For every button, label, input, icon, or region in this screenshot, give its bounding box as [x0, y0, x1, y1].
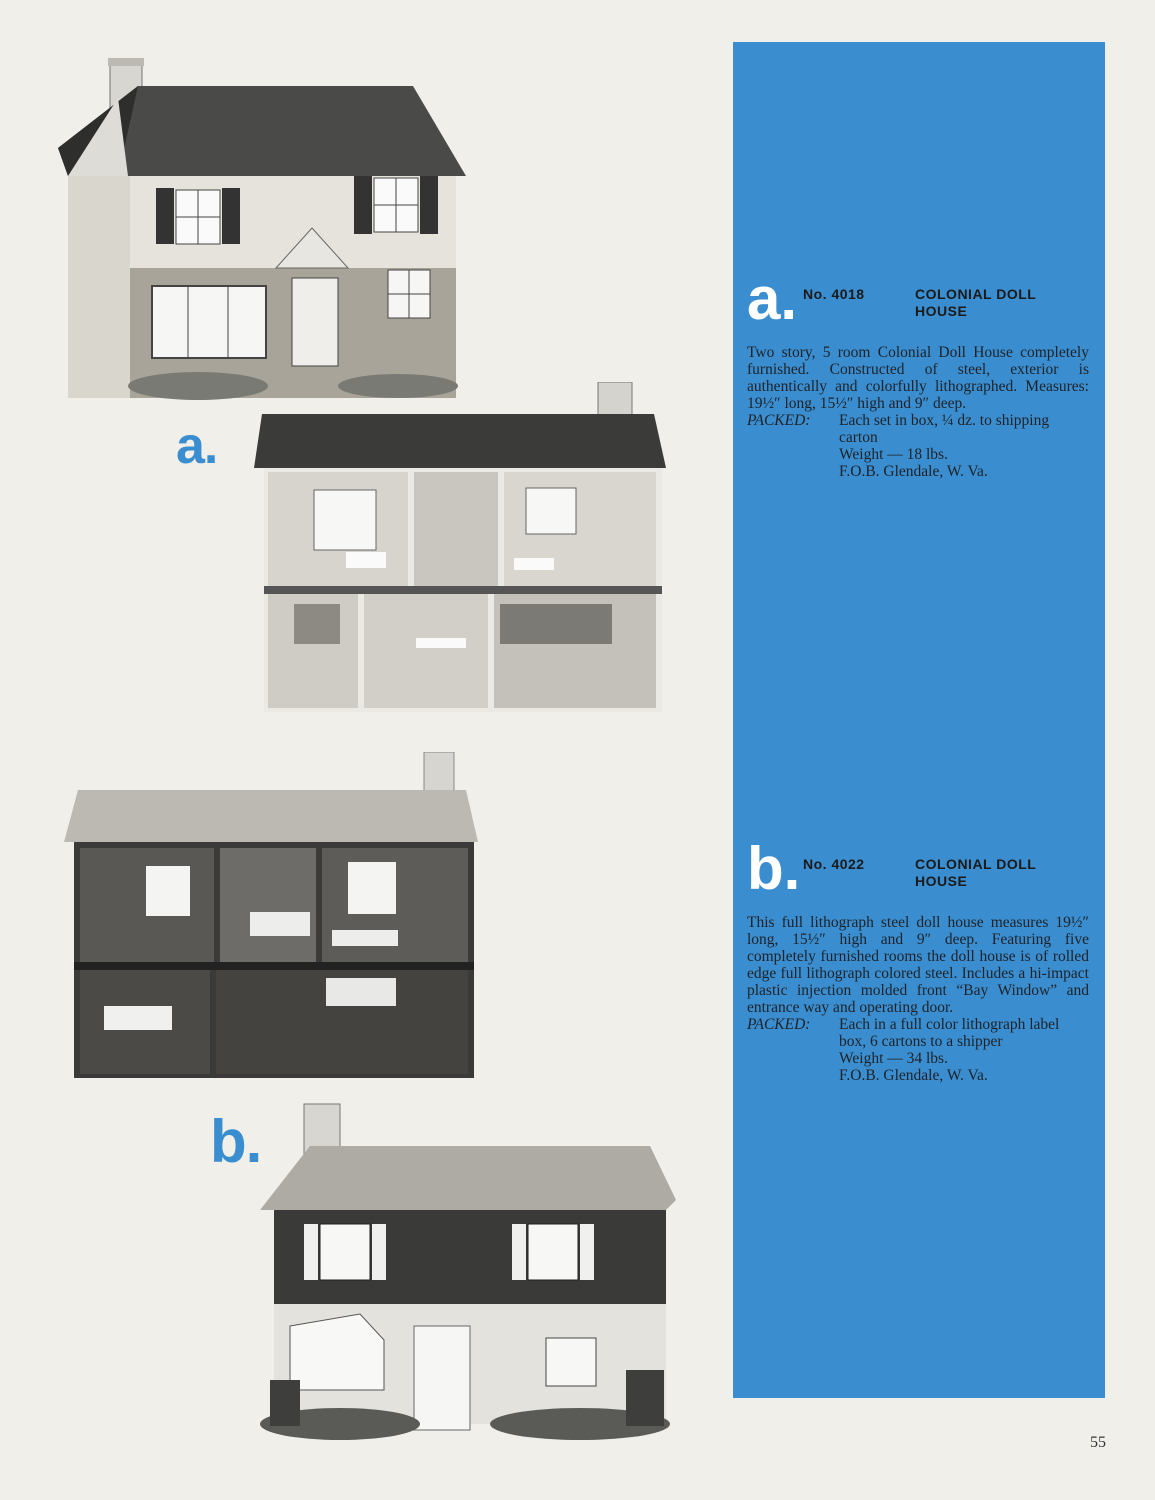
product-b-number: No. 4022 — [803, 856, 865, 872]
product-b-packed-label: PACKED: — [747, 1016, 811, 1033]
product-b — [747, 835, 1089, 1084]
page-number: 55 — [1090, 1434, 1106, 1451]
product-a-heading — [747, 265, 1089, 334]
product-a-packed — [747, 412, 1089, 480]
product-a-packed-line: Each set in box, ¼ dz. to shipping carton — [839, 412, 1050, 446]
product-a — [747, 265, 1089, 480]
product-b-letter: b. — [747, 835, 801, 902]
photo-house-a-interior — [254, 382, 666, 714]
product-b-packed-line: F.O.B. Glendale, W. Va. — [839, 1067, 988, 1084]
photo-house-b-exterior — [260, 1100, 680, 1446]
product-b-heading — [747, 835, 1089, 904]
product-a-description: Two story, 5 room Colonial Doll House completely furnished. Constructed of steel, exterior is authentically and colorfully lithographed. Measures: 19½″ long, 15½″ high and 9″ deep. — [747, 344, 1089, 412]
photo-house-b-interior — [64, 752, 480, 1080]
product-a-number: No. 4018 — [803, 286, 865, 302]
product-info-panel — [733, 42, 1105, 1398]
product-b-description: This full lithograph steel doll house measures 19½″ long, 15½″ high and 9″ deep. Featuring five completely furnished rooms the doll house is of rolled edge full lithograph colored steel. Includes a hi-impact plastic injection molded front “Bay Window” and entrance way and operating door. — [747, 914, 1089, 1016]
product-a-packed-line: Weight — 18 lbs. — [839, 446, 948, 463]
product-a-title: COLONIAL DOLL HOUSE — [915, 286, 1037, 319]
product-a-packed-line: F.O.B. Glendale, W. Va. — [839, 463, 988, 480]
product-a-packed-label: PACKED: — [747, 412, 811, 429]
product-b-packed — [747, 1016, 1089, 1084]
product-b-title: COLONIAL DOLL HOUSE — [915, 856, 1037, 889]
product-b-packed-line: Weight — 34 lbs. — [839, 1050, 948, 1067]
photo-house-a-exterior — [48, 58, 468, 400]
product-b-packed-line: Each in a full color lithograph label box, 6 cartons to a shipper — [839, 1016, 1060, 1050]
photo-letter-a: a. — [176, 417, 218, 475]
product-a-letter: a. — [747, 265, 798, 332]
photo-letter-b: b. — [210, 1108, 262, 1175]
